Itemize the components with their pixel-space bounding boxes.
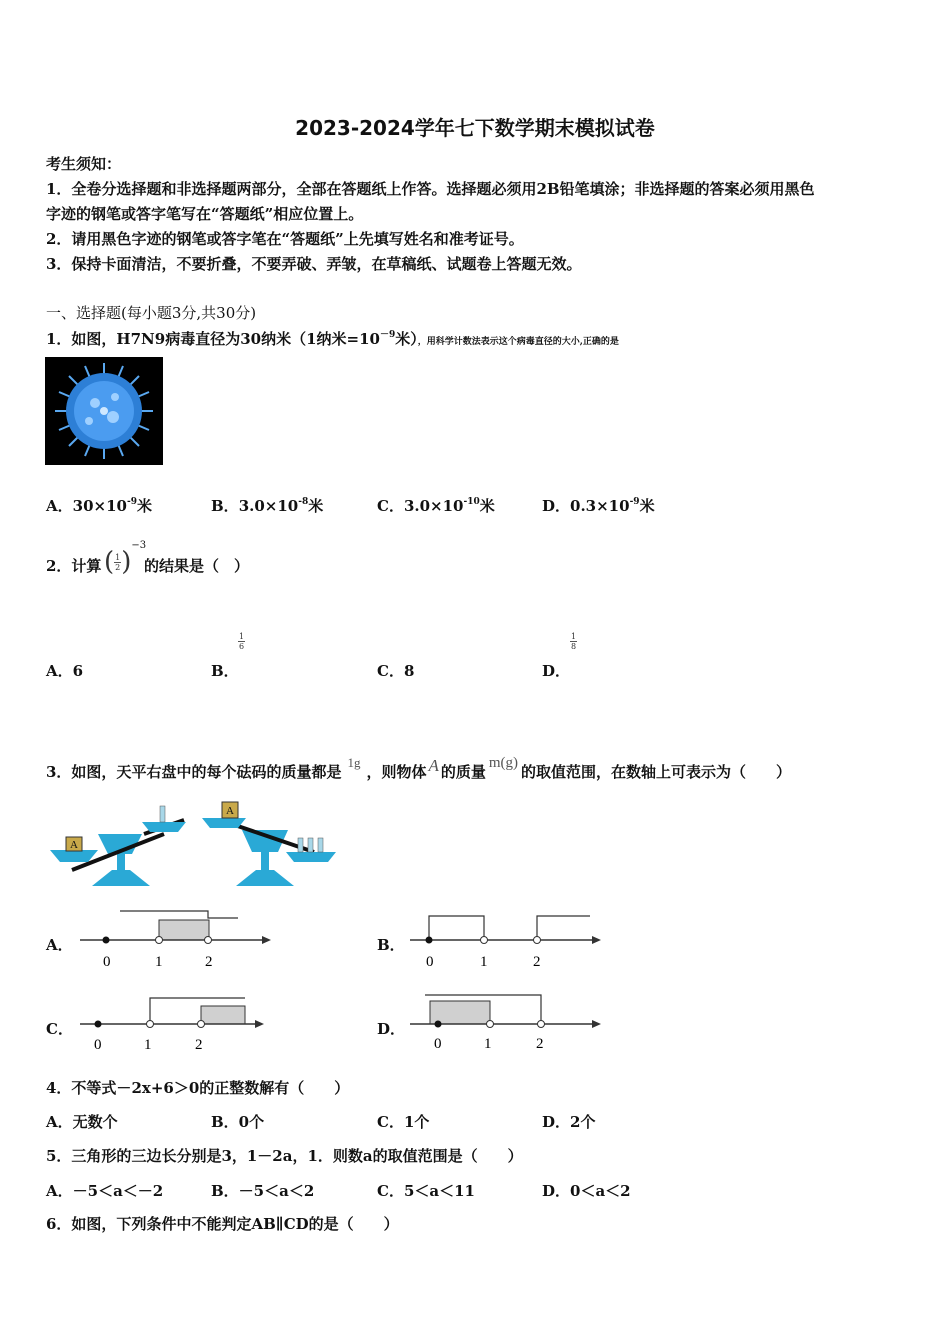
q1-stem-end: 米） [395, 330, 418, 348]
q5-option-c[interactable]: C．5＜a＜11 [377, 1182, 475, 1200]
question-4: 4．不等式－2x+6＞0的正整数解有（ ） [46, 1079, 350, 1097]
tick-0: 0 [426, 954, 434, 970]
q1-stem: 1．如图，H7N9病毒直径为30纳米（1纳米=10 [46, 330, 380, 348]
number-line-c [75, 992, 275, 1058]
tick-1: 1 [155, 954, 163, 970]
q3-option-b[interactable]: B． [377, 936, 405, 954]
balance-left [50, 806, 186, 886]
q2-option-b[interactable]: B． [211, 662, 239, 680]
number-line-d [405, 990, 605, 1056]
question-3: 3．如图，天平右盘中的每个砝码的质量都是1g，则物体 A 的质量 m(g) 的取值范围，在数轴上可表示为（ ） [46, 755, 792, 781]
q5-option-d[interactable]: D．0＜a＜2 [542, 1182, 631, 1200]
tick-0: 0 [103, 954, 111, 970]
notice-heading: 考生须知： [46, 155, 122, 173]
notice-item-1b: 字迹的钢笔或答字笔写在“答题纸”相应位置上。 [46, 205, 364, 223]
pan-object-left: A [70, 839, 78, 851]
q3-option-d[interactable]: D． [377, 1020, 406, 1038]
q4-option-c[interactable]: C．1个 [377, 1113, 430, 1131]
tick-1: 1 [484, 1036, 492, 1052]
question-2-post: 的结果是（ ） [144, 557, 250, 575]
q2-option-a[interactable]: A．6 [46, 662, 84, 680]
q2-expression: ( $\frac{1}{2})^{-3}$ [104, 540, 147, 577]
number-line-b [405, 906, 605, 972]
q5-option-a[interactable]: A．－5＜a＜－2 [46, 1182, 164, 1200]
tick-1: 1 [480, 954, 488, 970]
q1-small-text: ，用科学计数法表示这个病毒直径的大小,正确的是 [417, 337, 619, 347]
virus-image [45, 357, 163, 465]
pan-object-right: A [226, 805, 234, 817]
q4-option-b[interactable]: B．0个 [211, 1113, 265, 1131]
q2-option-b-fraction: $\frac{1}{6}$ [239, 632, 245, 651]
q3-option-a[interactable]: A． [46, 936, 73, 954]
tick-2: 2 [536, 1036, 544, 1052]
q2-option-c[interactable]: C．8 [377, 662, 415, 680]
q2-option-d[interactable]: D． [542, 662, 571, 680]
balance-scales-figure [46, 800, 338, 892]
tick-2: 2 [205, 954, 213, 970]
q1-option-b[interactable]: B．$3.0\times 10^{-8}$米 [211, 497, 324, 515]
question-1 [46, 327, 619, 349]
question-5: 5．三角形的三边长分别是3，1－2a，1．则数a的取值范围是（ ） [46, 1147, 523, 1165]
q2-option-d-fraction: $\frac{1}{8}$ [571, 632, 577, 651]
q3-option-c[interactable]: C． [46, 1020, 73, 1038]
notice-item-3: 3．保持卡面清洁，不要折叠，不要弄破、弄皱，在草稿纸、试题卷上答题无效。 [46, 255, 582, 273]
q1-option-a[interactable]: A．$30\times 10^{-9}$米 [46, 497, 152, 515]
q1-exp: －9 [379, 330, 396, 340]
question-6: 6．如图，下列条件中不能判定AB∥CD的是（ ） [46, 1215, 399, 1233]
tick-2: 2 [195, 1037, 203, 1053]
tick-2: 2 [533, 954, 541, 970]
notice-item-2: 2．请用黑色字迹的钢笔或答字笔在“答题纸”上先填写姓名和准考证号。 [46, 230, 524, 248]
notice-item-1a: 1．全卷分选择题和非选择题两部分，全部在答题纸上作答。选择题必须用2B铅笔填涂；非选择题的答案必须用黑色 [46, 180, 815, 198]
q1-option-d[interactable]: D．$0.3\times 10^{-9}$米 [542, 497, 655, 515]
question-2-pre: 2．计算 [46, 557, 102, 575]
section-heading: 一、选择题(每小题3分,共30分) [46, 304, 257, 322]
q1-option-c[interactable]: C．$3.0\times 10^{-10}$米 [377, 497, 495, 515]
q4-option-a[interactable]: A．无数个 [46, 1113, 118, 1131]
tick-0: 0 [434, 1036, 442, 1052]
number-line-a [75, 906, 275, 972]
q4-option-d[interactable]: D．2个 [542, 1113, 596, 1131]
page-title: 2023-2024学年七下数学期末模拟试卷 [295, 116, 655, 140]
balance-right [202, 802, 336, 886]
q5-option-b[interactable]: B．－5＜a＜2 [211, 1182, 315, 1200]
tick-1: 1 [144, 1037, 152, 1053]
tick-0: 0 [94, 1037, 102, 1053]
